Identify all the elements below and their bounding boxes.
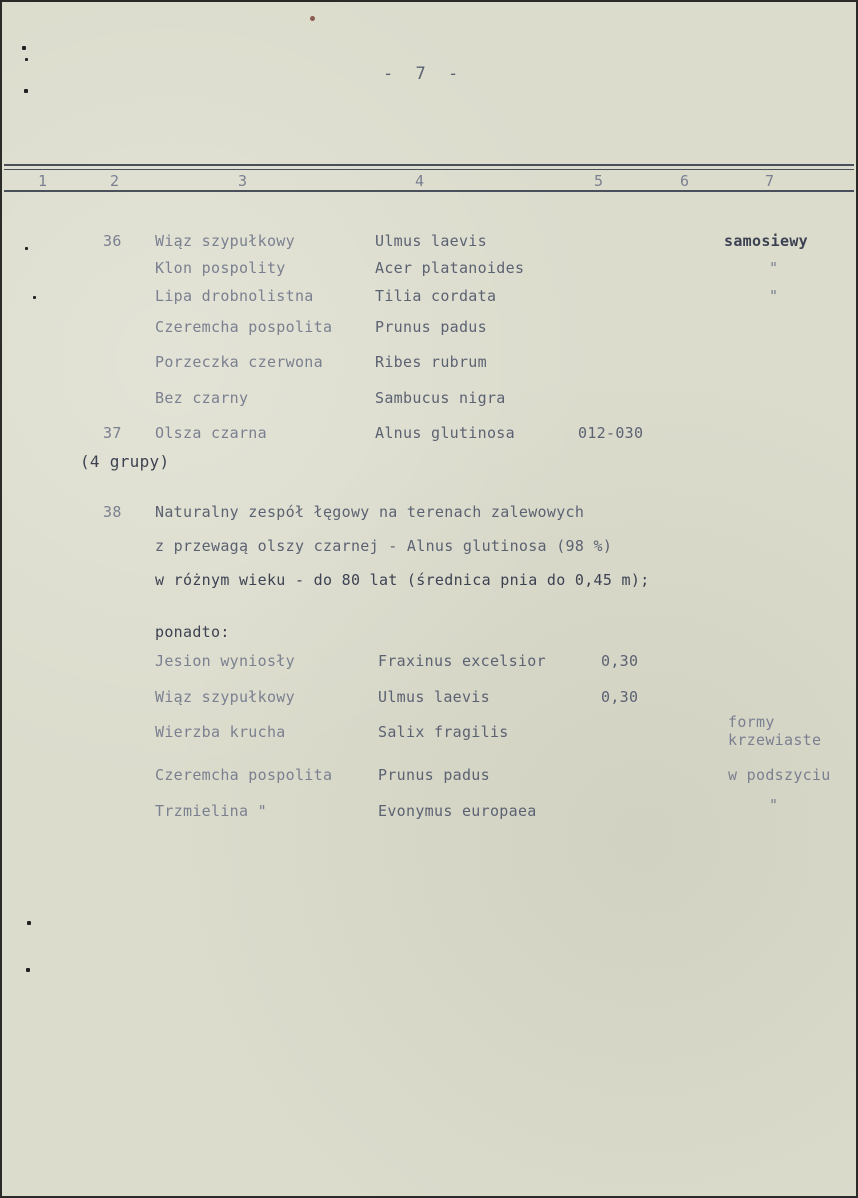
- species-latin: Alnus glutinosa: [375, 424, 515, 442]
- column-header-3: 3: [238, 172, 248, 190]
- species-latin: Fraxinus excelsior: [378, 652, 546, 670]
- margin-mark: [22, 46, 26, 50]
- species-latin: Tilia cordata: [375, 287, 497, 305]
- species-name: Wiąz szypułkowy: [155, 688, 295, 706]
- table-top-rule-2: [4, 169, 854, 170]
- margin-mark: [25, 58, 28, 61]
- margin-mark: [27, 921, 31, 925]
- species-name: Czeremcha pospolita: [155, 318, 333, 336]
- column-header-7: 7: [765, 172, 775, 190]
- species-name: Porzeczka czerwona: [155, 353, 323, 371]
- section-text-line-3: w różnym wieku - do 80 lat (średnica pnia do 0,45 m);: [155, 571, 650, 589]
- species-latin: Ulmus laevis: [378, 688, 490, 706]
- species-latin: Ulmus laevis: [375, 232, 487, 250]
- column-header-4: 4: [415, 172, 425, 190]
- margin-mark: [310, 16, 315, 21]
- species-latin: Prunus padus: [375, 318, 487, 336]
- species-name: Trzmielina ": [155, 802, 267, 820]
- species-note: w podszyciu: [728, 766, 831, 784]
- species-value: 0,30: [601, 688, 639, 706]
- species-note: krzewiaste: [728, 731, 822, 749]
- margin-mark: [25, 247, 28, 250]
- species-name: Lipa drobnolistna: [155, 287, 314, 305]
- margin-mark: [33, 296, 36, 299]
- row-number: 37: [103, 424, 122, 442]
- column-header-6: 6: [680, 172, 690, 190]
- margin-mark: [26, 968, 30, 972]
- species-latin: Salix fragilis: [378, 723, 509, 741]
- species-value: 012-030: [578, 424, 644, 442]
- species-value: 0,30: [601, 652, 639, 670]
- section-text-line-2: z przewagą olszy czarnej - Alnus glutinosa (98 %): [155, 537, 613, 555]
- species-name: Klon pospolity: [155, 259, 286, 277]
- page-number: - 7 -: [383, 64, 465, 84]
- margin-mark: [24, 89, 28, 93]
- species-latin: Sambucus nigra: [375, 389, 506, 407]
- species-latin: Prunus padus: [378, 766, 490, 784]
- row-number: 38: [103, 503, 122, 521]
- species-name: Olsza czarna: [155, 424, 267, 442]
- ponadto-label: ponadto:: [155, 623, 230, 641]
- species-name: Wiąz szypułkowy: [155, 232, 295, 250]
- species-note: samosiewy: [724, 232, 808, 250]
- ditto-mark: ": [769, 259, 779, 277]
- species-name: Czeremcha pospolita: [155, 766, 333, 784]
- group-note: (4 grupy): [80, 452, 170, 471]
- column-header-5: 5: [594, 172, 604, 190]
- species-latin: Ribes rubrum: [375, 353, 487, 371]
- column-header-1: 1: [38, 172, 48, 190]
- section-text-line-1: Naturalny zespół łęgowy na terenach zalewowych: [155, 503, 585, 521]
- species-latin: Acer platanoides: [375, 259, 525, 277]
- species-name: Wierzba krucha: [155, 723, 286, 741]
- column-header-2: 2: [110, 172, 120, 190]
- species-name: Bez czarny: [155, 389, 249, 407]
- species-latin: Evonymus europaea: [378, 802, 537, 820]
- species-note: formy: [728, 713, 775, 731]
- ditto-mark: ": [769, 287, 779, 305]
- table-header-bottom-rule: [4, 190, 854, 192]
- row-number: 36: [103, 232, 122, 250]
- table-top-rule: [4, 164, 854, 166]
- ditto-mark: ": [769, 796, 779, 814]
- species-name: Jesion wyniosły: [155, 652, 295, 670]
